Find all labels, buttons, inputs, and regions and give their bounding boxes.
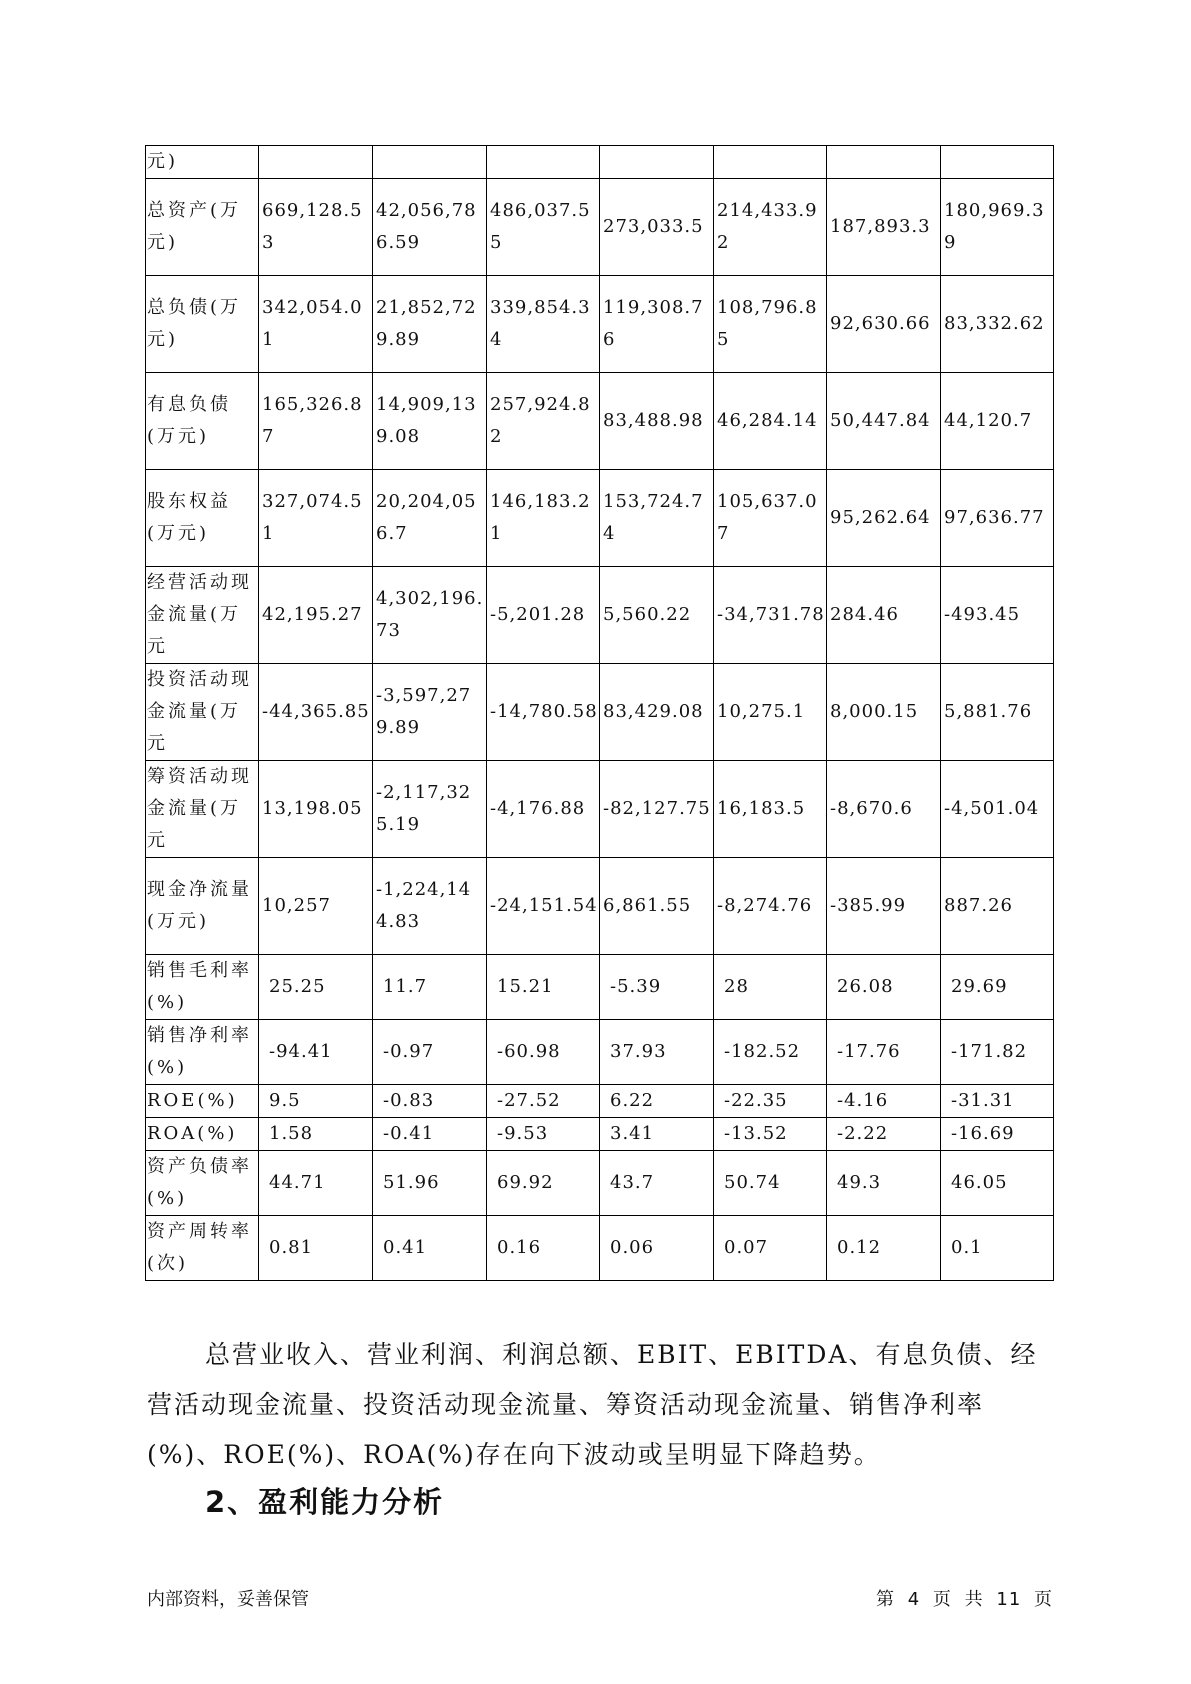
row-label: 销售净利率(%) (146, 1020, 259, 1085)
table-cell: -60.98 (487, 1020, 600, 1085)
table-cell: 339,854.34 (487, 276, 600, 373)
row-label: 现金净流量(万元) (146, 858, 259, 955)
table-cell: -3,597,279.89 (373, 664, 487, 761)
table-row (146, 567, 1054, 664)
table-cell: 0.81 (259, 1216, 373, 1281)
table-cell: 83,332.62 (941, 276, 1054, 373)
table-cell: 6.22 (600, 1085, 714, 1118)
table-cell: -8,670.6 (827, 761, 941, 858)
table-cell: 669,128.53 (259, 179, 373, 276)
table-cell: 105,637.07 (714, 470, 827, 567)
table-cell: 21,852,729.89 (373, 276, 487, 373)
table-body (146, 146, 1054, 1281)
table-cell: 0.1 (941, 1216, 1054, 1281)
table-row (146, 955, 1054, 1020)
table-cell: -4.16 (827, 1085, 941, 1118)
row-label: 筹资活动现金流量(万元 (146, 761, 259, 858)
row-label: 有息负债(万元) (146, 373, 259, 470)
row-label: 元) (146, 146, 259, 179)
table-row (146, 1216, 1054, 1281)
table-row (146, 858, 1054, 955)
table-row (146, 470, 1054, 567)
table-cell: -8,274.76 (714, 858, 827, 955)
table-cell: 108,796.85 (714, 276, 827, 373)
table-cell (487, 146, 600, 179)
table-cell: -5,201.28 (487, 567, 600, 664)
table-cell: 25.25 (259, 955, 373, 1020)
table-cell (941, 146, 1054, 179)
table-cell: 46.05 (941, 1151, 1054, 1216)
table-cell: 486,037.55 (487, 179, 600, 276)
table-cell: 28 (714, 955, 827, 1020)
table-cell: 3.41 (600, 1118, 714, 1151)
table-cell: 69.92 (487, 1151, 600, 1216)
row-label: 股东权益(万元) (146, 470, 259, 567)
table-cell: 165,326.87 (259, 373, 373, 470)
table-cell: 214,433.92 (714, 179, 827, 276)
table-cell: 49.3 (827, 1151, 941, 1216)
table-cell: 284.46 (827, 567, 941, 664)
table-cell: 153,724.74 (600, 470, 714, 567)
table-cell: 146,183.21 (487, 470, 600, 567)
table-cell: 20,204,056.7 (373, 470, 487, 567)
row-label: ROA(%) (146, 1118, 259, 1151)
table-cell: 43.7 (600, 1151, 714, 1216)
table-cell: 92,630.66 (827, 276, 941, 373)
table-cell: -9.53 (487, 1118, 600, 1151)
table-cell: -182.52 (714, 1020, 827, 1085)
table-cell: 257,924.82 (487, 373, 600, 470)
table-cell: -4,176.88 (487, 761, 600, 858)
table-row (146, 761, 1054, 858)
table-cell: 5,560.22 (600, 567, 714, 664)
table-row (146, 1118, 1054, 1151)
table-row (146, 276, 1054, 373)
table-cell: 16,183.5 (714, 761, 827, 858)
table-cell: -4,501.04 (941, 761, 1054, 858)
table-cell: 0.41 (373, 1216, 487, 1281)
table-cell: -17.76 (827, 1020, 941, 1085)
table-cell: -171.82 (941, 1020, 1054, 1085)
row-label: 资产周转率(次) (146, 1216, 259, 1281)
table-cell: 15.21 (487, 955, 600, 1020)
table-row (146, 373, 1054, 470)
table-row (146, 1020, 1054, 1085)
table-cell: 187,893.3 (827, 179, 941, 276)
table-cell (600, 146, 714, 179)
table-cell: 0.07 (714, 1216, 827, 1281)
table-cell: 887.26 (941, 858, 1054, 955)
table-cell: 42,195.27 (259, 567, 373, 664)
table-cell: 83,429.08 (600, 664, 714, 761)
table-cell: 180,969.39 (941, 179, 1054, 276)
table-cell: 119,308.76 (600, 276, 714, 373)
financial-data-table (145, 145, 1054, 1281)
table-cell: 10,257 (259, 858, 373, 955)
table-cell: 50,447.84 (827, 373, 941, 470)
table-cell: 50.74 (714, 1151, 827, 1216)
table-cell: 46,284.14 (714, 373, 827, 470)
table-row (146, 1151, 1054, 1216)
table-cell: 42,056,786.59 (373, 179, 487, 276)
table-cell: 5,881.76 (941, 664, 1054, 761)
table-cell: -22.35 (714, 1085, 827, 1118)
table-cell: -2,117,325.19 (373, 761, 487, 858)
table-cell: 97,636.77 (941, 470, 1054, 567)
table-row (146, 179, 1054, 276)
table-cell: -2.22 (827, 1118, 941, 1151)
table-row (146, 1085, 1054, 1118)
table-cell: -0.97 (373, 1020, 487, 1085)
table-cell: 13,198.05 (259, 761, 373, 858)
table-cell: 44,120.7 (941, 373, 1054, 470)
table-cell: 6,861.55 (600, 858, 714, 955)
table-cell: 26.08 (827, 955, 941, 1020)
table-cell: 0.06 (600, 1216, 714, 1281)
table-row (146, 664, 1054, 761)
analysis-paragraph: 总营业收入、营业利润、利润总额、EBIT、EBITDA、有息负债、经营活动现金流量、投资活动现金流量、筹资活动现金流量、销售净利率(%)、ROE(%)、ROA(%)存在向下波动或呈明显下降趋势。 (147, 1340, 1038, 1469)
table-cell: -14,780.58 (487, 664, 600, 761)
table-cell: -16.69 (941, 1118, 1054, 1151)
table-cell: -34,731.78 (714, 567, 827, 664)
table-cell: -31.31 (941, 1085, 1054, 1118)
row-label: 资产负债率(%) (146, 1151, 259, 1216)
table-cell (827, 146, 941, 179)
table-cell: 0.12 (827, 1216, 941, 1281)
table-cell: -27.52 (487, 1085, 600, 1118)
table-cell: -493.45 (941, 567, 1054, 664)
table-cell: -1,224,144.83 (373, 858, 487, 955)
table-cell: 273,033.5 (600, 179, 714, 276)
table-cell: 4,302,196.73 (373, 567, 487, 664)
row-label: ROE(%) (146, 1085, 259, 1118)
table-cell: -44,365.85 (259, 664, 373, 761)
row-label: 总负债(万元) (146, 276, 259, 373)
table-cell: 83,488.98 (600, 373, 714, 470)
table-cell: 342,054.01 (259, 276, 373, 373)
section-heading: 2、盈利能力分析 (205, 1485, 445, 1519)
table-cell: 14,909,139.08 (373, 373, 487, 470)
table-cell (714, 146, 827, 179)
table-cell: -5.39 (600, 955, 714, 1020)
row-label: 经营活动现金流量(万元 (146, 567, 259, 664)
table-cell: 0.16 (487, 1216, 600, 1281)
table-cell: 44.71 (259, 1151, 373, 1216)
table-cell (373, 146, 487, 179)
table-cell: -385.99 (827, 858, 941, 955)
table-cell: 11.7 (373, 955, 487, 1020)
table-cell: 327,074.51 (259, 470, 373, 567)
table-cell: -13.52 (714, 1118, 827, 1151)
table-cell: 29.69 (941, 955, 1054, 1020)
table-cell (259, 146, 373, 179)
table-cell: 10,275.1 (714, 664, 827, 761)
row-label: 销售毛利率(%) (146, 955, 259, 1020)
table-cell: 95,262.64 (827, 470, 941, 567)
table-cell: 51.96 (373, 1151, 487, 1216)
table-cell: -24,151.54 (487, 858, 600, 955)
table-cell: 1.58 (259, 1118, 373, 1151)
footer-confidential-note: 内部资料，妥善保管 (147, 1589, 309, 1610)
footer-page-number: 第 4 页 共 11 页 (876, 1589, 1053, 1610)
table-cell: 8,000.15 (827, 664, 941, 761)
table-cell: 9.5 (259, 1085, 373, 1118)
row-label: 投资活动现金流量(万元 (146, 664, 259, 761)
table-cell: -94.41 (259, 1020, 373, 1085)
table-cell: -82,127.75 (600, 761, 714, 858)
table-cell: -0.41 (373, 1118, 487, 1151)
row-label: 总资产(万元) (146, 179, 259, 276)
table-cell: 37.93 (600, 1020, 714, 1085)
table-cell: -0.83 (373, 1085, 487, 1118)
table-row (146, 146, 1054, 179)
